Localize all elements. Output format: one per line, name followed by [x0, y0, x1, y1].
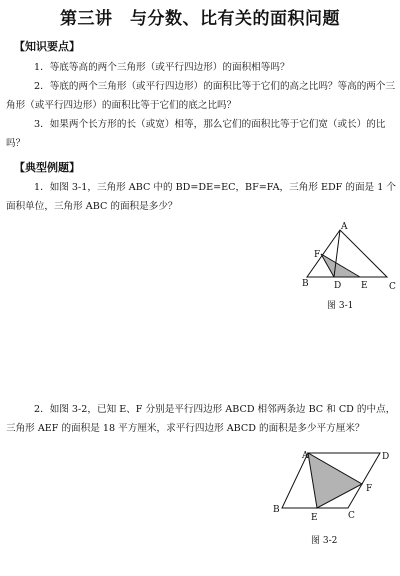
example-1-text: 1．如图 3-1，三角形 ABC 中的 BD=DE=EC，BF=FA，三角形 EDF 的面是 1 个面积单位，三角形 ABC 的面积是多少？	[6, 182, 396, 212]
label-a: A	[341, 222, 348, 232]
label-f: F	[314, 250, 321, 260]
label-d2: D	[382, 452, 390, 462]
examples-heading: 【典型例题】	[14, 161, 80, 174]
label-f2: F	[366, 484, 373, 494]
label-b2: B	[273, 505, 280, 515]
knowledge-item-2: 2．等底的两个三角形（或平行四边形）的面积比等于它们的高之比吗？等高的两个三角形（或平行四边形）的面积比等于它们的底之比吗？	[6, 81, 396, 111]
figure-3-2-caption: 图 3-2	[311, 536, 338, 546]
example-2-text: 2．如图 3-2，已知 E、F 分别是平行四边形 ABCD 相邻两条边 BC 和 CD 的中点，三角形 AEF 的面积是 18 平方厘米，求平行四边形 ABCD 的面积是多少平方厘米？	[6, 404, 396, 434]
label-e: E	[361, 281, 368, 291]
label-a2: A	[302, 451, 309, 461]
knowledge-item-1: 1．等底等高的两个三角形（或平行四边形）的面积相等吗？	[34, 62, 290, 73]
label-c: C	[389, 282, 396, 292]
page-title: 第三讲 与分数、比有关的面积问题	[60, 9, 340, 29]
label-c2: C	[348, 511, 355, 521]
knowledge-heading: 【知识要点】	[14, 40, 80, 53]
label-b: B	[302, 279, 309, 289]
figure-3-1-caption: 图 3-1	[327, 301, 354, 311]
label-e2: E	[311, 513, 318, 523]
knowledge-item-3: 3．如果两个长方形的长（或宽）相等，那么它们的面积比等于它们宽（或长）的比吗？	[6, 119, 386, 149]
label-d: D	[334, 281, 342, 291]
